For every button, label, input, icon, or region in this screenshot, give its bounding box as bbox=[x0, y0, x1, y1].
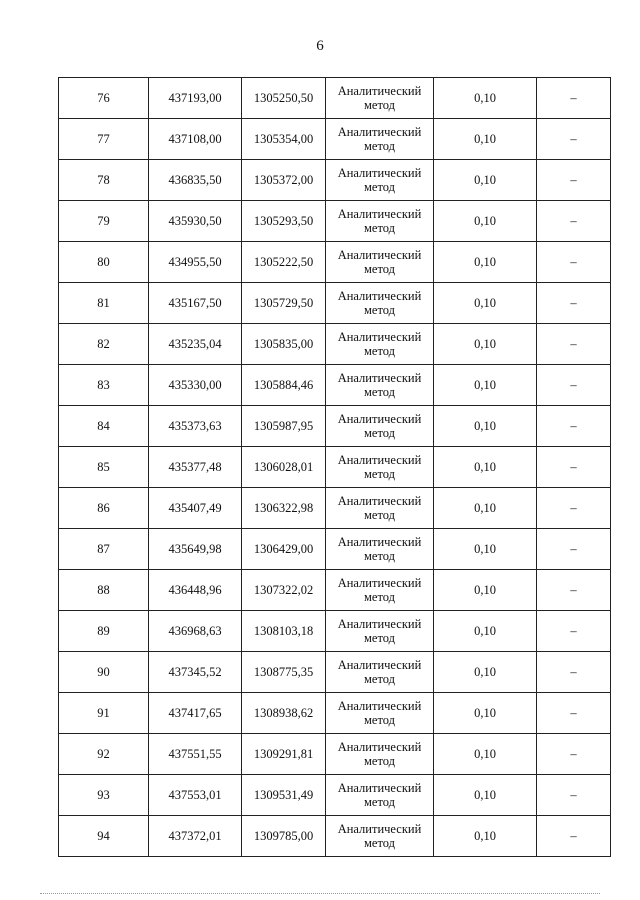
table-row bbox=[59, 570, 611, 611]
method-line-1: Аналитический bbox=[337, 739, 422, 754]
method-cell bbox=[326, 775, 434, 816]
accuracy-cell: 0,10 bbox=[434, 570, 537, 611]
method-line-1: Аналитический bbox=[337, 124, 422, 139]
table-row bbox=[59, 447, 611, 488]
x-coordinate-cell: 435649,98 bbox=[149, 529, 242, 570]
method-line-2: метод bbox=[363, 139, 395, 153]
x-coordinate-cell: 436835,50 bbox=[149, 160, 242, 201]
method-line-1: Аналитический bbox=[337, 83, 422, 98]
point-number-cell: 91 bbox=[59, 693, 149, 734]
y-coordinate-cell: 1308775,35 bbox=[242, 652, 326, 693]
method-cell bbox=[326, 365, 434, 406]
point-number-cell: 80 bbox=[59, 242, 149, 283]
accuracy-cell: 0,10 bbox=[434, 775, 537, 816]
point-number-cell: 77 bbox=[59, 119, 149, 160]
method-line-1: Аналитический bbox=[337, 165, 422, 180]
method-cell bbox=[326, 734, 434, 775]
method-line-2: метод bbox=[363, 467, 395, 481]
note-cell: – bbox=[537, 324, 611, 365]
method-cell bbox=[326, 447, 434, 488]
method-cell bbox=[326, 488, 434, 529]
x-coordinate-cell: 435235,04 bbox=[149, 324, 242, 365]
method-line-1: Аналитический bbox=[337, 411, 422, 426]
y-coordinate-cell: 1305372,00 bbox=[242, 160, 326, 201]
method-cell bbox=[326, 283, 434, 324]
x-coordinate-cell: 435373,63 bbox=[149, 406, 242, 447]
note-cell: – bbox=[537, 693, 611, 734]
note-cell: – bbox=[537, 201, 611, 242]
method-line-1: Аналитический bbox=[337, 657, 422, 672]
method-line-2: метод bbox=[363, 303, 395, 317]
note-cell: – bbox=[537, 816, 611, 857]
method-line-1: Аналитический bbox=[337, 493, 422, 508]
x-coordinate-cell: 435930,50 bbox=[149, 201, 242, 242]
table-row bbox=[59, 406, 611, 447]
point-number-cell: 78 bbox=[59, 160, 149, 201]
x-coordinate-cell: 437553,01 bbox=[149, 775, 242, 816]
table-row bbox=[59, 324, 611, 365]
point-number-cell: 92 bbox=[59, 734, 149, 775]
method-cell bbox=[326, 160, 434, 201]
table-row bbox=[59, 734, 611, 775]
method-line-2: метод bbox=[363, 754, 395, 768]
table-row bbox=[59, 775, 611, 816]
y-coordinate-cell: 1306322,98 bbox=[242, 488, 326, 529]
method-line-1: Аналитический bbox=[337, 534, 422, 549]
method-line-2: метод bbox=[363, 385, 395, 399]
accuracy-cell: 0,10 bbox=[434, 365, 537, 406]
method-cell bbox=[326, 242, 434, 283]
point-number-cell: 93 bbox=[59, 775, 149, 816]
point-number-cell: 86 bbox=[59, 488, 149, 529]
x-coordinate-cell: 436448,96 bbox=[149, 570, 242, 611]
table-body bbox=[59, 78, 611, 857]
method-cell bbox=[326, 119, 434, 160]
accuracy-cell: 0,10 bbox=[434, 816, 537, 857]
y-coordinate-cell: 1305222,50 bbox=[242, 242, 326, 283]
note-cell: – bbox=[537, 78, 611, 119]
accuracy-cell: 0,10 bbox=[434, 160, 537, 201]
method-line-1: Аналитический bbox=[337, 329, 422, 344]
method-line-2: метод bbox=[363, 221, 395, 235]
method-cell bbox=[326, 570, 434, 611]
method-cell bbox=[326, 78, 434, 119]
accuracy-cell: 0,10 bbox=[434, 611, 537, 652]
x-coordinate-cell: 437417,65 bbox=[149, 693, 242, 734]
accuracy-cell: 0,10 bbox=[434, 119, 537, 160]
x-coordinate-cell: 437108,00 bbox=[149, 119, 242, 160]
point-number-cell: 85 bbox=[59, 447, 149, 488]
y-coordinate-cell: 1305987,95 bbox=[242, 406, 326, 447]
note-cell: – bbox=[537, 488, 611, 529]
x-coordinate-cell: 437345,52 bbox=[149, 652, 242, 693]
note-cell: – bbox=[537, 160, 611, 201]
accuracy-cell: 0,10 bbox=[434, 283, 537, 324]
method-line-2: метод bbox=[363, 590, 395, 604]
note-cell: – bbox=[537, 652, 611, 693]
accuracy-cell: 0,10 bbox=[434, 529, 537, 570]
page-number: 6 bbox=[316, 38, 324, 54]
point-number-cell: 76 bbox=[59, 78, 149, 119]
method-line-1: Аналитический bbox=[337, 575, 422, 590]
accuracy-cell: 0,10 bbox=[434, 78, 537, 119]
coordinates-table bbox=[58, 77, 611, 857]
table-row bbox=[59, 488, 611, 529]
table-row bbox=[59, 119, 611, 160]
method-line-2: метод bbox=[363, 631, 395, 645]
method-cell bbox=[326, 816, 434, 857]
table-row bbox=[59, 160, 611, 201]
method-line-1: Аналитический bbox=[337, 780, 422, 795]
y-coordinate-cell: 1309785,00 bbox=[242, 816, 326, 857]
y-coordinate-cell: 1308938,62 bbox=[242, 693, 326, 734]
method-cell bbox=[326, 406, 434, 447]
table-row bbox=[59, 283, 611, 324]
y-coordinate-cell: 1305293,50 bbox=[242, 201, 326, 242]
table-row bbox=[59, 611, 611, 652]
method-line-2: метод bbox=[363, 795, 395, 809]
accuracy-cell: 0,10 bbox=[434, 488, 537, 529]
accuracy-cell: 0,10 bbox=[434, 406, 537, 447]
method-cell bbox=[326, 201, 434, 242]
method-cell bbox=[326, 693, 434, 734]
accuracy-cell: 0,10 bbox=[434, 652, 537, 693]
point-number-cell: 79 bbox=[59, 201, 149, 242]
method-line-1: Аналитический bbox=[337, 370, 422, 385]
point-number-cell: 83 bbox=[59, 365, 149, 406]
method-cell bbox=[326, 529, 434, 570]
x-coordinate-cell: 435330,00 bbox=[149, 365, 242, 406]
note-cell: – bbox=[537, 611, 611, 652]
point-number-cell: 82 bbox=[59, 324, 149, 365]
y-coordinate-cell: 1306028,01 bbox=[242, 447, 326, 488]
y-coordinate-cell: 1308103,18 bbox=[242, 611, 326, 652]
method-line-1: Аналитический bbox=[337, 821, 422, 836]
point-number-cell: 84 bbox=[59, 406, 149, 447]
y-coordinate-cell: 1305729,50 bbox=[242, 283, 326, 324]
note-cell: – bbox=[537, 775, 611, 816]
accuracy-cell: 0,10 bbox=[434, 242, 537, 283]
x-coordinate-cell: 437372,01 bbox=[149, 816, 242, 857]
method-line-2: метод bbox=[363, 713, 395, 727]
note-cell: – bbox=[537, 447, 611, 488]
y-coordinate-cell: 1305835,00 bbox=[242, 324, 326, 365]
method-line-2: метод bbox=[363, 344, 395, 358]
accuracy-cell: 0,10 bbox=[434, 693, 537, 734]
table-row bbox=[59, 201, 611, 242]
method-line-1: Аналитический bbox=[337, 452, 422, 467]
table-row bbox=[59, 529, 611, 570]
y-coordinate-cell: 1305884,46 bbox=[242, 365, 326, 406]
method-line-1: Аналитический bbox=[337, 206, 422, 221]
note-cell: – bbox=[537, 406, 611, 447]
method-line-2: метод bbox=[363, 836, 395, 850]
y-coordinate-cell: 1305250,50 bbox=[242, 78, 326, 119]
accuracy-cell: 0,10 bbox=[434, 447, 537, 488]
y-coordinate-cell: 1307322,02 bbox=[242, 570, 326, 611]
table-row bbox=[59, 242, 611, 283]
method-line-1: Аналитический bbox=[337, 288, 422, 303]
point-number-cell: 94 bbox=[59, 816, 149, 857]
note-cell: – bbox=[537, 734, 611, 775]
note-cell: – bbox=[537, 242, 611, 283]
method-cell bbox=[326, 652, 434, 693]
y-coordinate-cell: 1309531,49 bbox=[242, 775, 326, 816]
method-line-1: Аналитический bbox=[337, 247, 422, 262]
x-coordinate-cell: 435377,48 bbox=[149, 447, 242, 488]
table-row bbox=[59, 693, 611, 734]
note-cell: – bbox=[537, 365, 611, 406]
method-cell bbox=[326, 324, 434, 365]
note-cell: – bbox=[537, 529, 611, 570]
method-line-2: метод bbox=[363, 180, 395, 194]
method-line-1: Аналитический bbox=[337, 698, 422, 713]
y-coordinate-cell: 1306429,00 bbox=[242, 529, 326, 570]
y-coordinate-cell: 1309291,81 bbox=[242, 734, 326, 775]
note-cell: – bbox=[537, 283, 611, 324]
method-line-1: Аналитический bbox=[337, 616, 422, 631]
point-number-cell: 89 bbox=[59, 611, 149, 652]
point-number-cell: 88 bbox=[59, 570, 149, 611]
x-coordinate-cell: 437193,00 bbox=[149, 78, 242, 119]
x-coordinate-cell: 436968,63 bbox=[149, 611, 242, 652]
table-row bbox=[59, 78, 611, 119]
method-cell bbox=[326, 611, 434, 652]
x-coordinate-cell: 435167,50 bbox=[149, 283, 242, 324]
method-line-2: метод bbox=[363, 672, 395, 686]
x-coordinate-cell: 435407,49 bbox=[149, 488, 242, 529]
point-number-cell: 90 bbox=[59, 652, 149, 693]
point-number-cell: 81 bbox=[59, 283, 149, 324]
table-row bbox=[59, 365, 611, 406]
method-line-2: метод bbox=[363, 426, 395, 440]
y-coordinate-cell: 1305354,00 bbox=[242, 119, 326, 160]
accuracy-cell: 0,10 bbox=[434, 324, 537, 365]
method-line-2: метод bbox=[363, 508, 395, 522]
table-row bbox=[59, 816, 611, 857]
x-coordinate-cell: 434955,50 bbox=[149, 242, 242, 283]
table-row bbox=[59, 652, 611, 693]
accuracy-cell: 0,10 bbox=[434, 734, 537, 775]
note-cell: – bbox=[537, 119, 611, 160]
x-coordinate-cell: 437551,55 bbox=[149, 734, 242, 775]
method-line-2: метод bbox=[363, 549, 395, 563]
method-line-2: метод bbox=[363, 262, 395, 276]
page-bottom-edge bbox=[40, 893, 600, 894]
point-number-cell: 87 bbox=[59, 529, 149, 570]
note-cell: – bbox=[537, 570, 611, 611]
method-line-2: метод bbox=[363, 98, 395, 112]
accuracy-cell: 0,10 bbox=[434, 201, 537, 242]
